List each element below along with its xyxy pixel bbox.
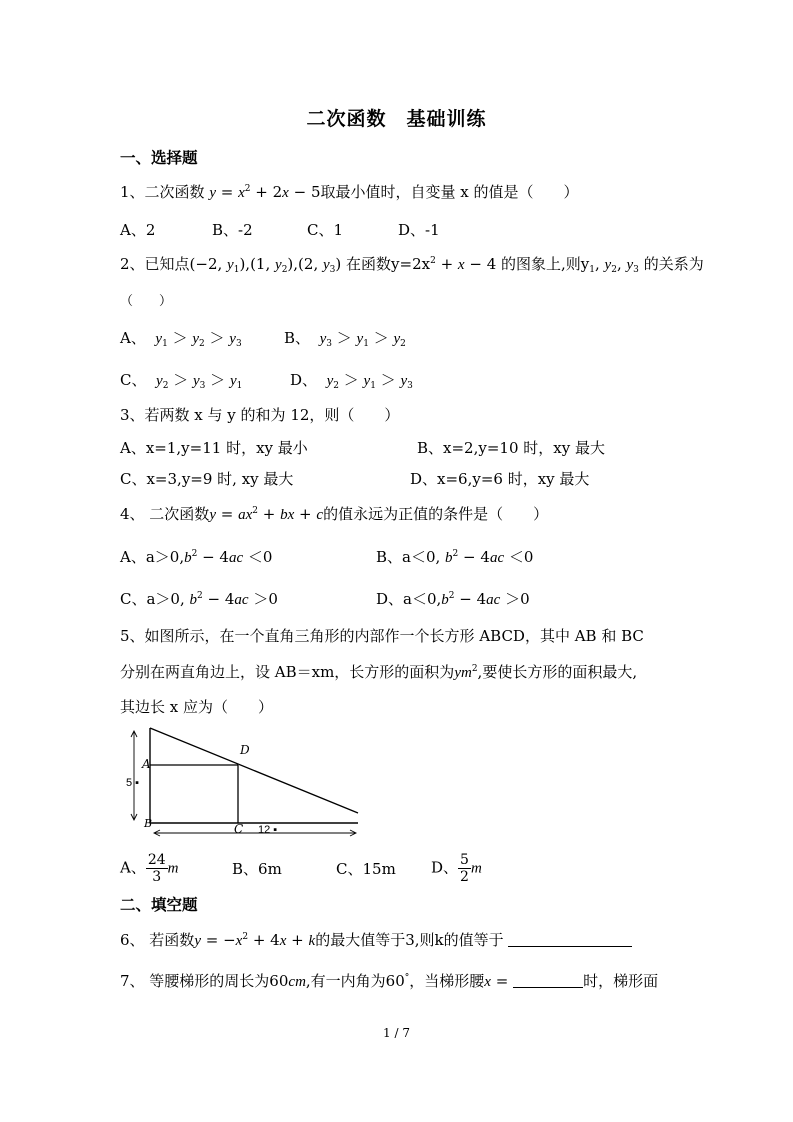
- label-d: D: [240, 743, 250, 757]
- section-heading-choice: 一、选择题: [120, 148, 198, 167]
- q3-options-row2: [120, 468, 680, 488]
- q4-formula: y: [209, 507, 216, 523]
- q4-prefix: 4、 二次函数: [120, 505, 210, 523]
- q1-prefix: 1、二次函数: [120, 183, 205, 201]
- q2-points: (−2, $y_1),(1$, $y_2),(2$, $y_3$): [189, 255, 342, 275]
- q5-option-a-denominator: 3: [152, 869, 162, 885]
- q2-then: 的图象上,则y: [501, 255, 590, 273]
- q1-option-a: A、2: [120, 221, 156, 239]
- q3-option-d: D、x=6,y=6 时，xy 最大: [410, 470, 590, 488]
- question-4: 4、 二次函数$y = ax^2$ + bx + c的值永远为正值的条件是（ ）: [120, 505, 549, 523]
- q4-option-a: A、$a>0,b^2 - 4ac <0$: [120, 548, 273, 566]
- q1-option-b: B、-2: [212, 221, 253, 239]
- question-5-line-3: 其边长 x 应为（ ）: [120, 698, 273, 716]
- q3-option-c: C、x=3,y=9 时, xy 最大: [120, 470, 294, 488]
- q2-relation: 的关系为: [643, 255, 704, 273]
- q1-option-d: D、-1: [398, 221, 440, 239]
- q4-options-row1: [120, 546, 680, 568]
- q5-options: [120, 848, 680, 884]
- q5-option-b: B、6m: [232, 860, 282, 878]
- q4-option-b: B、a＜0, $b^2 - 4ac <0$: [376, 548, 534, 566]
- q2-option-d: D、 $y_2 > y_1 > y_3$: [290, 371, 413, 391]
- page-number: 1 / 7: [383, 1026, 410, 1040]
- label-12: 12 ▪: [258, 824, 278, 836]
- q3-option-b: B、x=2,y=10 时，xy 最大: [417, 439, 605, 457]
- question-7: 7、 等腰梯形的周长为60cm,有一内角为60°，当梯形腰x = 时，梯形面: [120, 972, 659, 990]
- q2-option-b: B、 $y_3 > y_1 > y_2$: [284, 329, 406, 349]
- q2-options-row2: [120, 369, 680, 391]
- label-5: 5 ▪: [126, 777, 140, 789]
- triangle-rectangle-figure: [120, 723, 370, 847]
- q6-answer-blank[interactable]: [508, 932, 632, 947]
- q1-options: [120, 219, 680, 239]
- page-title: 二次函数 基础训练: [306, 108, 487, 130]
- question-1: 1、二次函数 $y = x^2 + 2x - 5$取最小值时，自变量 x 的值是（ ）: [120, 183, 579, 201]
- figure-svg: [120, 723, 370, 843]
- q5-option-a-numerator: 24: [147, 852, 166, 868]
- question-3: 3、若两数 x 与 y 的和为 12，则（ ）: [120, 406, 400, 424]
- question-5-line-1: 5、如图所示，在一个直角三角形的内部作一个长方形 ABCD，其中 AB 和 BC: [120, 627, 644, 645]
- section-heading-fill: 二、填空题: [120, 895, 198, 914]
- q5-option-c: C、15m: [336, 860, 396, 878]
- q1-option-c: C、1: [307, 221, 344, 239]
- q4-option-c: C、a＞0, $b^2 - 4ac >0$: [120, 590, 278, 608]
- q7-answer-blank[interactable]: [513, 973, 583, 988]
- q1-formula: y: [209, 185, 216, 201]
- label-b: B: [144, 817, 153, 830]
- q4-suffix: 的值永远为正值的条件是（ ）: [323, 505, 549, 523]
- hypotenuse: [150, 728, 358, 813]
- question-6: 6、 若函数$y = -x^2 + 4x + k$的最大值等于3,则k的值等于: [120, 929, 632, 950]
- q4-options-row2: [120, 588, 680, 610]
- q6-formula: y: [194, 933, 201, 949]
- q2-paren: （ ）: [120, 294, 173, 309]
- q1-suffix: 取最小值时，自变量 x 的值是（ ）: [320, 183, 579, 201]
- q2-option-a: A、 $y_1 > y_2 > y_3$: [120, 329, 242, 349]
- q5-option-d-numerator: 5: [460, 852, 469, 868]
- q3-options-row1: [120, 437, 680, 457]
- q2-options-row1: [120, 327, 680, 349]
- label-a: A: [142, 757, 151, 771]
- q5-option-d: D、 $\frac{5}{2}$ m: [431, 852, 482, 885]
- question-5-line-2: 分别在两直角边上，设 AB＝xm，长方形的面积为$ym^2$,要使长方形的面积最大,: [120, 663, 638, 681]
- q3-option-a: A、x=1,y=11 时，xy 最小: [120, 439, 308, 457]
- q5-option-a: A、 $\frac{24}{3}$ m: [120, 852, 179, 885]
- question-2: 2、已知点(−2, $y_1),(1$, $y_2),(2$, $y_3$) 在函数$y=2x^2 + x - 4$ 的图象上,则$y_1$, $y_2$, $y_3$ 的关系为: [120, 255, 704, 275]
- q2-option-c: C、 $y_2 > y_3 > y_1$: [120, 371, 243, 391]
- q6-prefix: 6、 若函数: [120, 931, 195, 949]
- label-c: C: [234, 822, 244, 836]
- q2-prefix: 2、已知点: [120, 255, 190, 273]
- q6-suffix: 的最大值等于3,则k的值等于: [315, 931, 504, 949]
- q2-function: 在函数y=2x: [346, 255, 431, 273]
- q4-option-d: D、$a<0,b^2 - 4ac >0$: [376, 590, 530, 608]
- q5-option-d-denominator: 2: [460, 869, 469, 885]
